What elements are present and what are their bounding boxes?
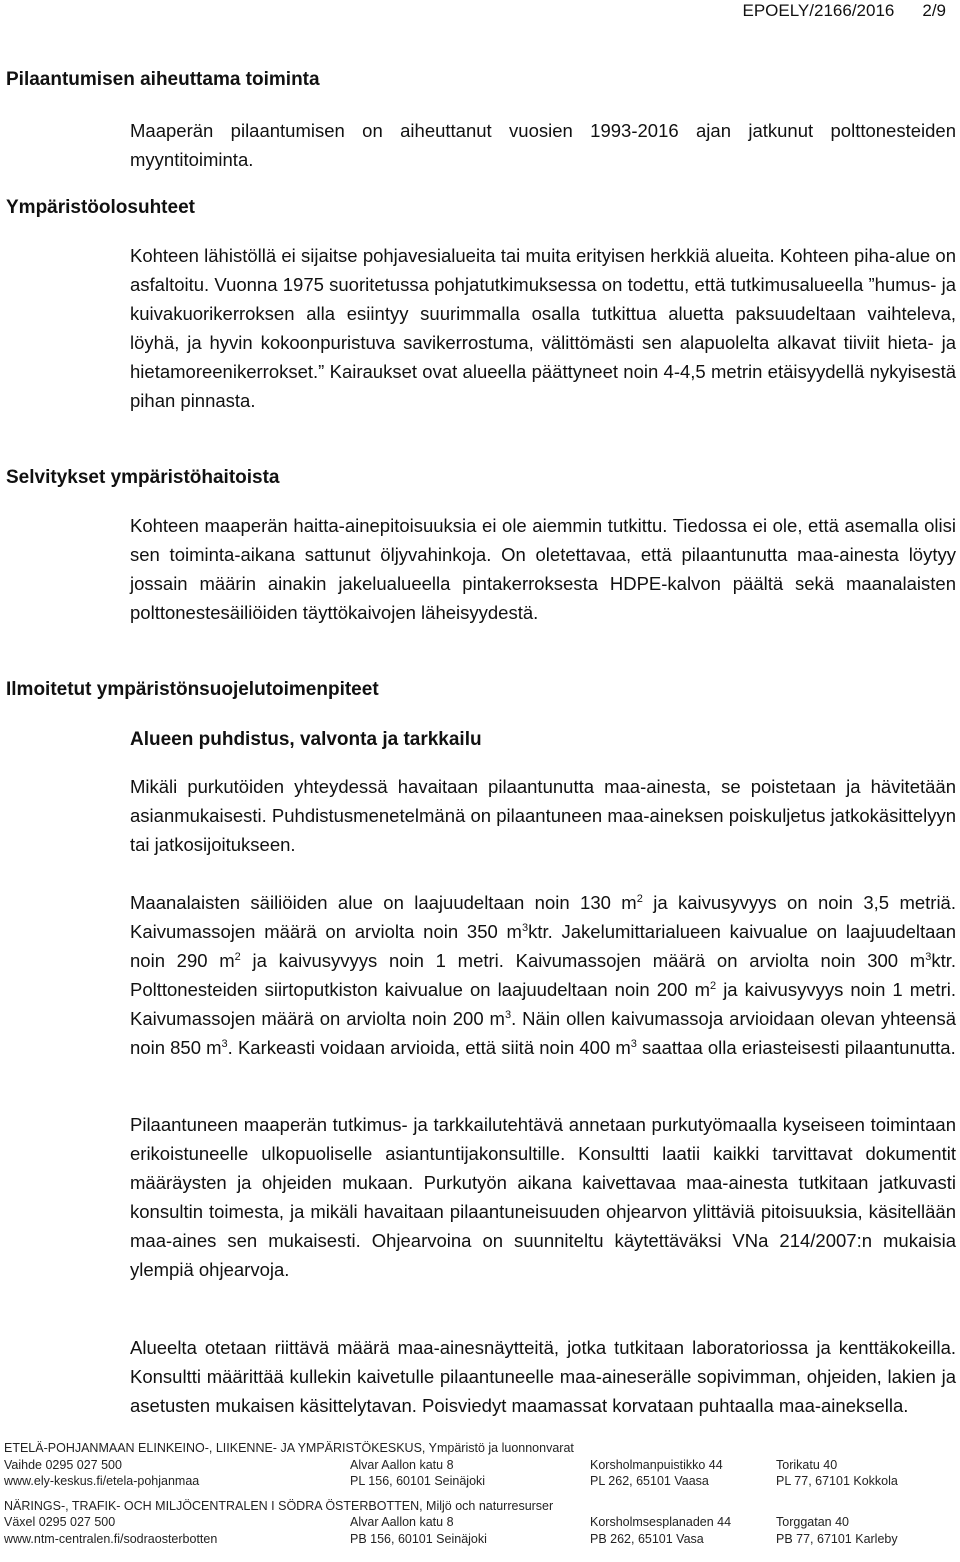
section-title-environment: Ympäristöolosuhteet xyxy=(6,197,195,218)
footer-row xyxy=(4,1514,956,1531)
footer-row xyxy=(4,1457,956,1474)
cleanup-paragraph-1: Mikäli purkutöiden yhteydessä havaitaan pilaantunutta maa-ainesta, se poistetaan ja hävitetään asianmukaisesti. Puhdistusmenetelmänä on pilaantuneen maa-aineksen poiskuljetus jatkokäsittelyyn tai jatkosijoitukseen. xyxy=(130,776,956,855)
footer-address: Torggatan 40 xyxy=(776,1515,849,1529)
footer-row xyxy=(4,1473,956,1490)
footer-website-link[interactable]: www.ntm-centralen.fi/sodraosterbotten xyxy=(4,1531,218,1546)
footer-postal-address: PB 262, 65101 Vasa xyxy=(590,1531,704,1546)
section-title-protection-measures: Ilmoitetut ympäristönsuojelutoimenpiteet xyxy=(6,679,379,700)
page-header xyxy=(715,0,947,22)
pollution-activity-text: Maaperän pilaantumisen on aiheuttanut vuosien 1993-2016 ajan jatkunut polttonesteiden myyntitoiminta. xyxy=(130,120,956,170)
footer-postal-address: PB 77, 67101 Karleby xyxy=(776,1531,898,1546)
page-number: 2/9 xyxy=(922,1,946,20)
footer-website-link[interactable]: www.ely-keskus.fi/etela-pohjanmaa xyxy=(4,1474,200,1488)
footer-postal-address: PB 156, 60101 Seinäjoki xyxy=(350,1531,487,1546)
page-footer xyxy=(4,1440,956,1547)
excavation-volumes-paragraph: Maanalaisten säiliöiden alue on laajuudeltaan noin 130 $m^2$ ja kaivusyvyys on noin 3,5 metriä. Kaivumassojen määrä on arviolta noin 350 $m^3ktr$. Jakelumittarialueen kaivualue on laajuudeltaan noin 290 $m^2$ ja kaivusyvyys noin 1 metri. Kaivumassojen määrä on arviolta noin 300 $m^3ktr$. Polttonesteiden siirtoputkiston kaivualue on laajuudeltaan noin 200 $m^2$ ja kaivusyvyys noin 1 metri. Kaivumassojen määrä on arviolta noin 200 $m^3$. Näin ollen kaivumassoja arvioidaan olevan yhteensä noin 850 $m^3$. Karkeasti voidaan arvioida, että siitä noin 400 $m^3$ saattaa olla eriasteisesti pilaantunutta. xyxy=(130,892,957,1058)
footer-address: Korsholmsesplanaden 44 xyxy=(590,1515,732,1529)
footer-address: Korsholmanpuistikko 44 xyxy=(590,1457,723,1472)
section-title-pollution-activity: Pilaantumisen aiheuttama toiminta xyxy=(6,69,320,90)
subsection-title-cleanup: Alueen puhdistus, valvonta ja tarkkailu xyxy=(130,729,482,750)
sampling-paragraph: Alueelta otetaan riittävä määrä maa-ainesnäytteitä, jotka tutkitaan laboratoriossa ja kenttäkokeilla. Konsultti määrittää kullekin kaivetulle pilaantuneelle maa-aineserälle sopivimman, ohjeiden, lakien ja asetusten mukaisen käsittelytavan. Poisviedyt maamassat korvataan puhtaalla maa-aineksella. xyxy=(130,1337,956,1416)
section-title-environmental-hazards: Selvitykset ympäristöhaitoista xyxy=(6,467,280,488)
footer-postal-address: PL 156, 60101 Seinäjoki xyxy=(350,1474,486,1488)
footer-address: Alvar Aallon katu 8 xyxy=(350,1515,454,1529)
footer-postal-address: PL 77, 67101 Kokkola xyxy=(776,1474,898,1488)
footer-phone: Växel 0295 027 500 xyxy=(4,1515,116,1529)
footer-org-finnish: ETELÄ-POHJANMAAN ELINKEINO-, LIIKENNE- JA YMPÄRISTÖKESKUS, Ympäristö ja luonnonvarat xyxy=(4,1441,574,1455)
environmental-hazards-text: Kohteen maaperän haitta-ainepitoisuuksia ei ole aiemmin tutkittu. Tiedossa ei ole, että asemalla olisi sen toiminta-aikana sattunut öljyvahinkoja. On oletettavaa, että pilaantunutta maa-ainesta löytyy jossain määrin ainakin jakelualueella pintakerroksesta HDPE-kalvon päältä sekä maanalaisten polttonestesäiliöiden täyttökaivojen läheisyydestä. xyxy=(130,515,956,623)
footer-address: Alvar Aallon katu 8 xyxy=(350,1457,454,1472)
footer-postal-address: PL 262, 65101 Vaasa xyxy=(590,1474,709,1488)
footer-row xyxy=(4,1531,956,1548)
monitoring-paragraph: Pilaantuneen maaperän tutkimus- ja tarkkailutehtävä annetaan purkutyömaalla kyseiseen toimintaan erikoistuneelle ulkopuoliselle asiantuntijakonsultille. Konsultti laatii kaikki tarvittavat dokumentit määräysten ja ohjeiden mukaan. Purkutyön aikana kaivettavaa maa-ainesta tutkitaan jatkuvasti konsultin toimesta, ja mikäli havaitaan pilaantuneisuuden ohjearvon ylittäviä pitoisuuksia, käsitellään maa-aines sen mukaisesti. Ohjearvoina on suunniteltu käytettäväksi VNa 214/2007:n mukaisia ylempiä ohjearvoja. xyxy=(130,1114,956,1280)
document-id: EPOELY/2166/2016 xyxy=(742,1,895,20)
environment-text: Kohteen lähistöllä ei sijaitse pohjavesialueita tai muita erityisen herkkiä alueita. Kohteen piha-alue on asfaltoitu. Vuonna 1975 suoritetussa pohjatutkimuksessa on todettu, että tutkimusalueella ”humus- ja kuivakuorikerroksen alla esiintyy suurimmalla osalla tutkittua aluetta paksuudeltaan vaihteleva, löyhä, ja hyvin kokoonpuristuva savikerrostuma, välittömästi sen alapuolelta alkavat tiiviit hieta- ja hietamoreenikerrokset.” Kairaukset ovat alueella päättyneet noin 4-4,5 metrin etäisyydellä nykyisestä pihan pinnasta. xyxy=(130,245,956,411)
footer-phone: Vaihde 0295 027 500 xyxy=(4,1457,122,1472)
footer-org-swedish: NÄRINGS-, TRAFIK- OCH MILJÖCENTRALEN I SÖDRA ÖSTERBOTTEN, Miljö och naturresurser xyxy=(4,1498,554,1513)
footer-address: Torikatu 40 xyxy=(776,1457,838,1472)
